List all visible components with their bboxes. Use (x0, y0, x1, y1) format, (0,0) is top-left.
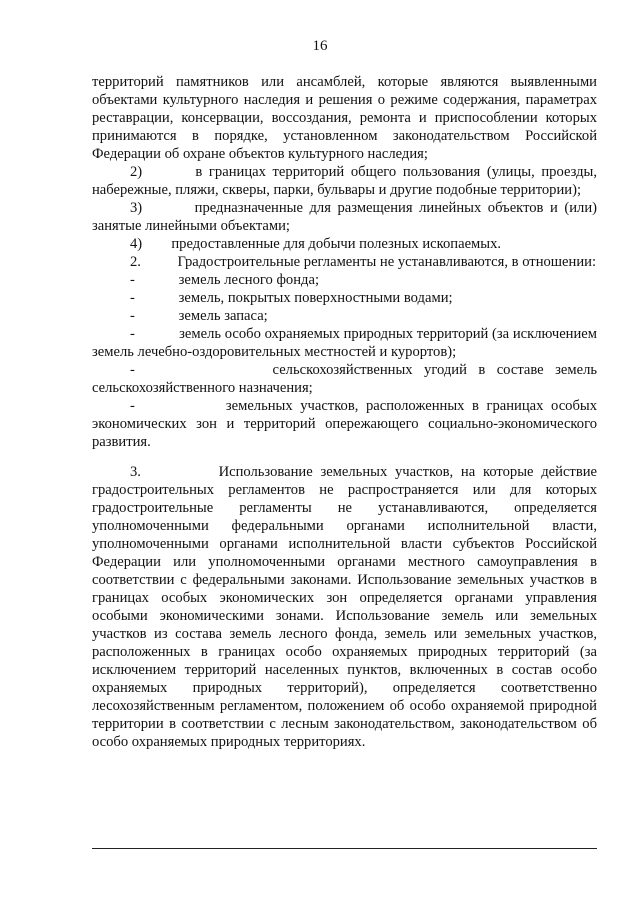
dash-item: - земельных участков, расположенных в границах особых экономических зон и территорий опережающего социально-экономического развития. (92, 398, 597, 450)
list-item (92, 199, 597, 235)
dash-item: - земель, покрытых поверхностными водами; (130, 290, 453, 306)
section-text: Использование земельных участков, на которые действие градостроительных регламентов не распространяется или для которых градостроительные регламенты не устанавливаются, определяется уполномоченными федеральными органами исполнительной власти, уполномоченными органами исполнительной власти субъектов Российской Федерации или уполномоченными органами местного самоуправления в соответствии с федеральными законами. Использование земельных участков в границах особых экономических зон определяется органами управления особыми экономическими зонами. Использование земель или земельных участков из состава земель лесного фонда, земель или земельных участков, расположенных в границах особо охраняемых природных территорий (за исключением территорий населенных пунктов, включенных в состав особо охраняемых природных территорий), определяется соответственно лесохозяйственным регламентом, положением об особо охраняемой природной территории в соответствии с лесным законодательством, законодательством об особо охраняемых природных территориях. (92, 464, 597, 750)
item-text: предоставленные для добычи полезных ископаемых. (171, 236, 502, 252)
paragraph-continuation: территорий памятников или ансамблей, которые являются выявленными объектами культурного наследия и решения о режиме содержания, параметрах реставрации, консервации, воссоздания, ремонта и приспособлении которых принимаются в порядке, установленном законодательством Российской Федерации об охране объектов культурного наследия; (92, 74, 597, 162)
item-text: в границах территорий общего пользования (улицы, проезды, набережные, пляжи, скверы, парки, бульвары и другие подобные территории); (92, 164, 597, 198)
footer-divider (92, 848, 597, 849)
section-number: 3. (130, 464, 141, 480)
dash-item: - сельскохозяйственных угодий в составе земель сельскохозяйственного назначения; (92, 362, 598, 396)
list-item (92, 163, 597, 199)
dash-item: - земель особо охраняемых природных территорий (за исключением земель лечебно-оздоровительных местностей и курортов); (92, 326, 598, 360)
section-text: Градостроительные регламенты не устанавливаются, в отношении: (177, 254, 596, 270)
section-3 (92, 463, 597, 751)
item-text: предназначенные для размещения линейных объектов и (или) занятые линейными объектами; (92, 200, 598, 234)
list-item (92, 235, 597, 253)
item-number: 4) (130, 236, 143, 252)
item-number: 2) (130, 164, 143, 180)
document-body (92, 73, 597, 751)
section-number: 2. (130, 254, 141, 270)
item-number: 3) (130, 200, 143, 216)
section-2 (92, 253, 597, 271)
dash-item: - земель запаса; (130, 308, 268, 324)
page-number: 16 (312, 38, 328, 54)
dash-item: - земель лесного фонда; (130, 272, 319, 288)
